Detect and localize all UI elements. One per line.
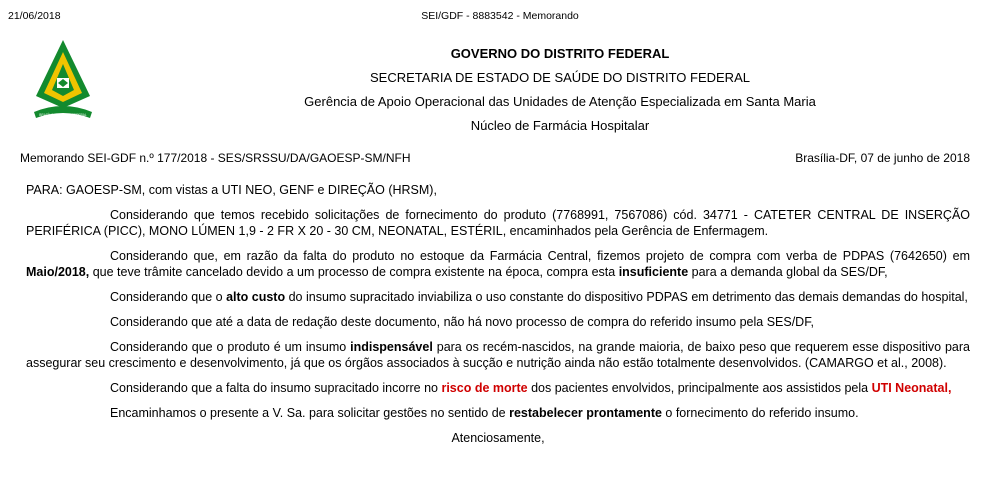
para-line: PARA: GAOESP-SM, com vistas a UTI NEO, GENF e DIREÇÃO (HRSM), [26,183,437,197]
memo-id: Memorando SEI-GDF n.º 177/2018 - SES/SRSSU/DA/GAOESP-SM/NFH [20,151,411,165]
logo-ribbon-text: BRASÍLIA · DISTRITO FEDERAL [39,113,87,117]
print-date: 21/06/2018 [8,10,61,22]
paragraph-7: Encaminhamos o presente a V. Sa. para solicitar gestões no sentido de restabelecer prontamente o fornecimento do referido insumo. [110,406,859,420]
closing: Atenciosamente, [451,431,545,445]
print-header [0,10,1000,24]
emph-indispensavel: indispensável [350,340,433,354]
emph-restabelecer: restabelecer prontamente [509,406,662,420]
emph-alto-custo: alto custo [226,290,286,304]
gov-title: GOVERNO DO DISTRITO FEDERAL [450,46,670,61]
emph-uti-neonatal: UTI Neonatal, [871,381,952,395]
memo-date: Brasília-DF, 07 de junho de 2018 [795,151,970,165]
emph-risco-de-morte: risco de morte [441,381,528,395]
paragraph-6: Considerando que a falta do insumo supracitado incorre no risco de morte dos pacientes envolvidos, principalmente aos assistidos pela UTI Neonatal, [110,381,952,395]
emph-insuficiente: insuficiente [618,265,689,279]
paragraph-4: Considerando que até a data de redação deste documento, não há novo processo de compra do referido insumo pela SES/DF, [110,315,814,329]
emph-maio: Maio/2018, [26,265,90,279]
print-title: SEI/GDF - 8883542 - Memorando [421,10,579,22]
paragraph-1: Considerando que temos recebido solicitações de fornecimento do produto (7768991, 7567086) cód. 34771 - CATETER CENTRAL DE INSERÇÃO PERIFÉRICA (PICC), MONO LÚMEN 1,9 - 2 FR X 20 - 30 CM, NEONATAL, ESTÉRIL, encaminhados pela Gerência de Enfermagem. [26,208,970,238]
gdf-brasao-logo [30,38,96,130]
letterhead [250,42,870,138]
secretaria-title: SECRETARIA DE ESTADO DE SAÚDE DO DISTRITO FEDERAL [370,70,750,85]
nucleo-title: Núcleo de Farmácia Hospitalar [470,118,650,133]
memo-body [26,182,970,455]
paragraph-3: Considerando que o alto custo do insumo supracitado inviabiliza o uso constante do dispositivo PDPAS em detrimento das demais demandas do hospital, [110,290,968,304]
paragraph-5: Considerando que o produto é um insumo indispensável para os recém-nascidos, na grande maioria, de baixo peso que requerem esse dispositivo para assegurar seu crescimento e desenvolvimento, já que os órgãos associados à sucção e nutrição ainda não estão totalmente desenvolvidos. (CAMARGO et al., 2008). [26,340,970,370]
gerencia-title: Gerência de Apoio Operacional das Unidades de Atenção Especializada em Santa Maria [304,94,816,109]
paragraph-2: Considerando que, em razão da falta do produto no estoque da Farmácia Central, fizemos projeto de compra com verba de PDPAS (7642650) em Maio/2018, que teve trâmite cancelado devido a um processo de compra existente na época, compra esta insuficiente para a demanda global da SES/DF, [26,249,970,279]
